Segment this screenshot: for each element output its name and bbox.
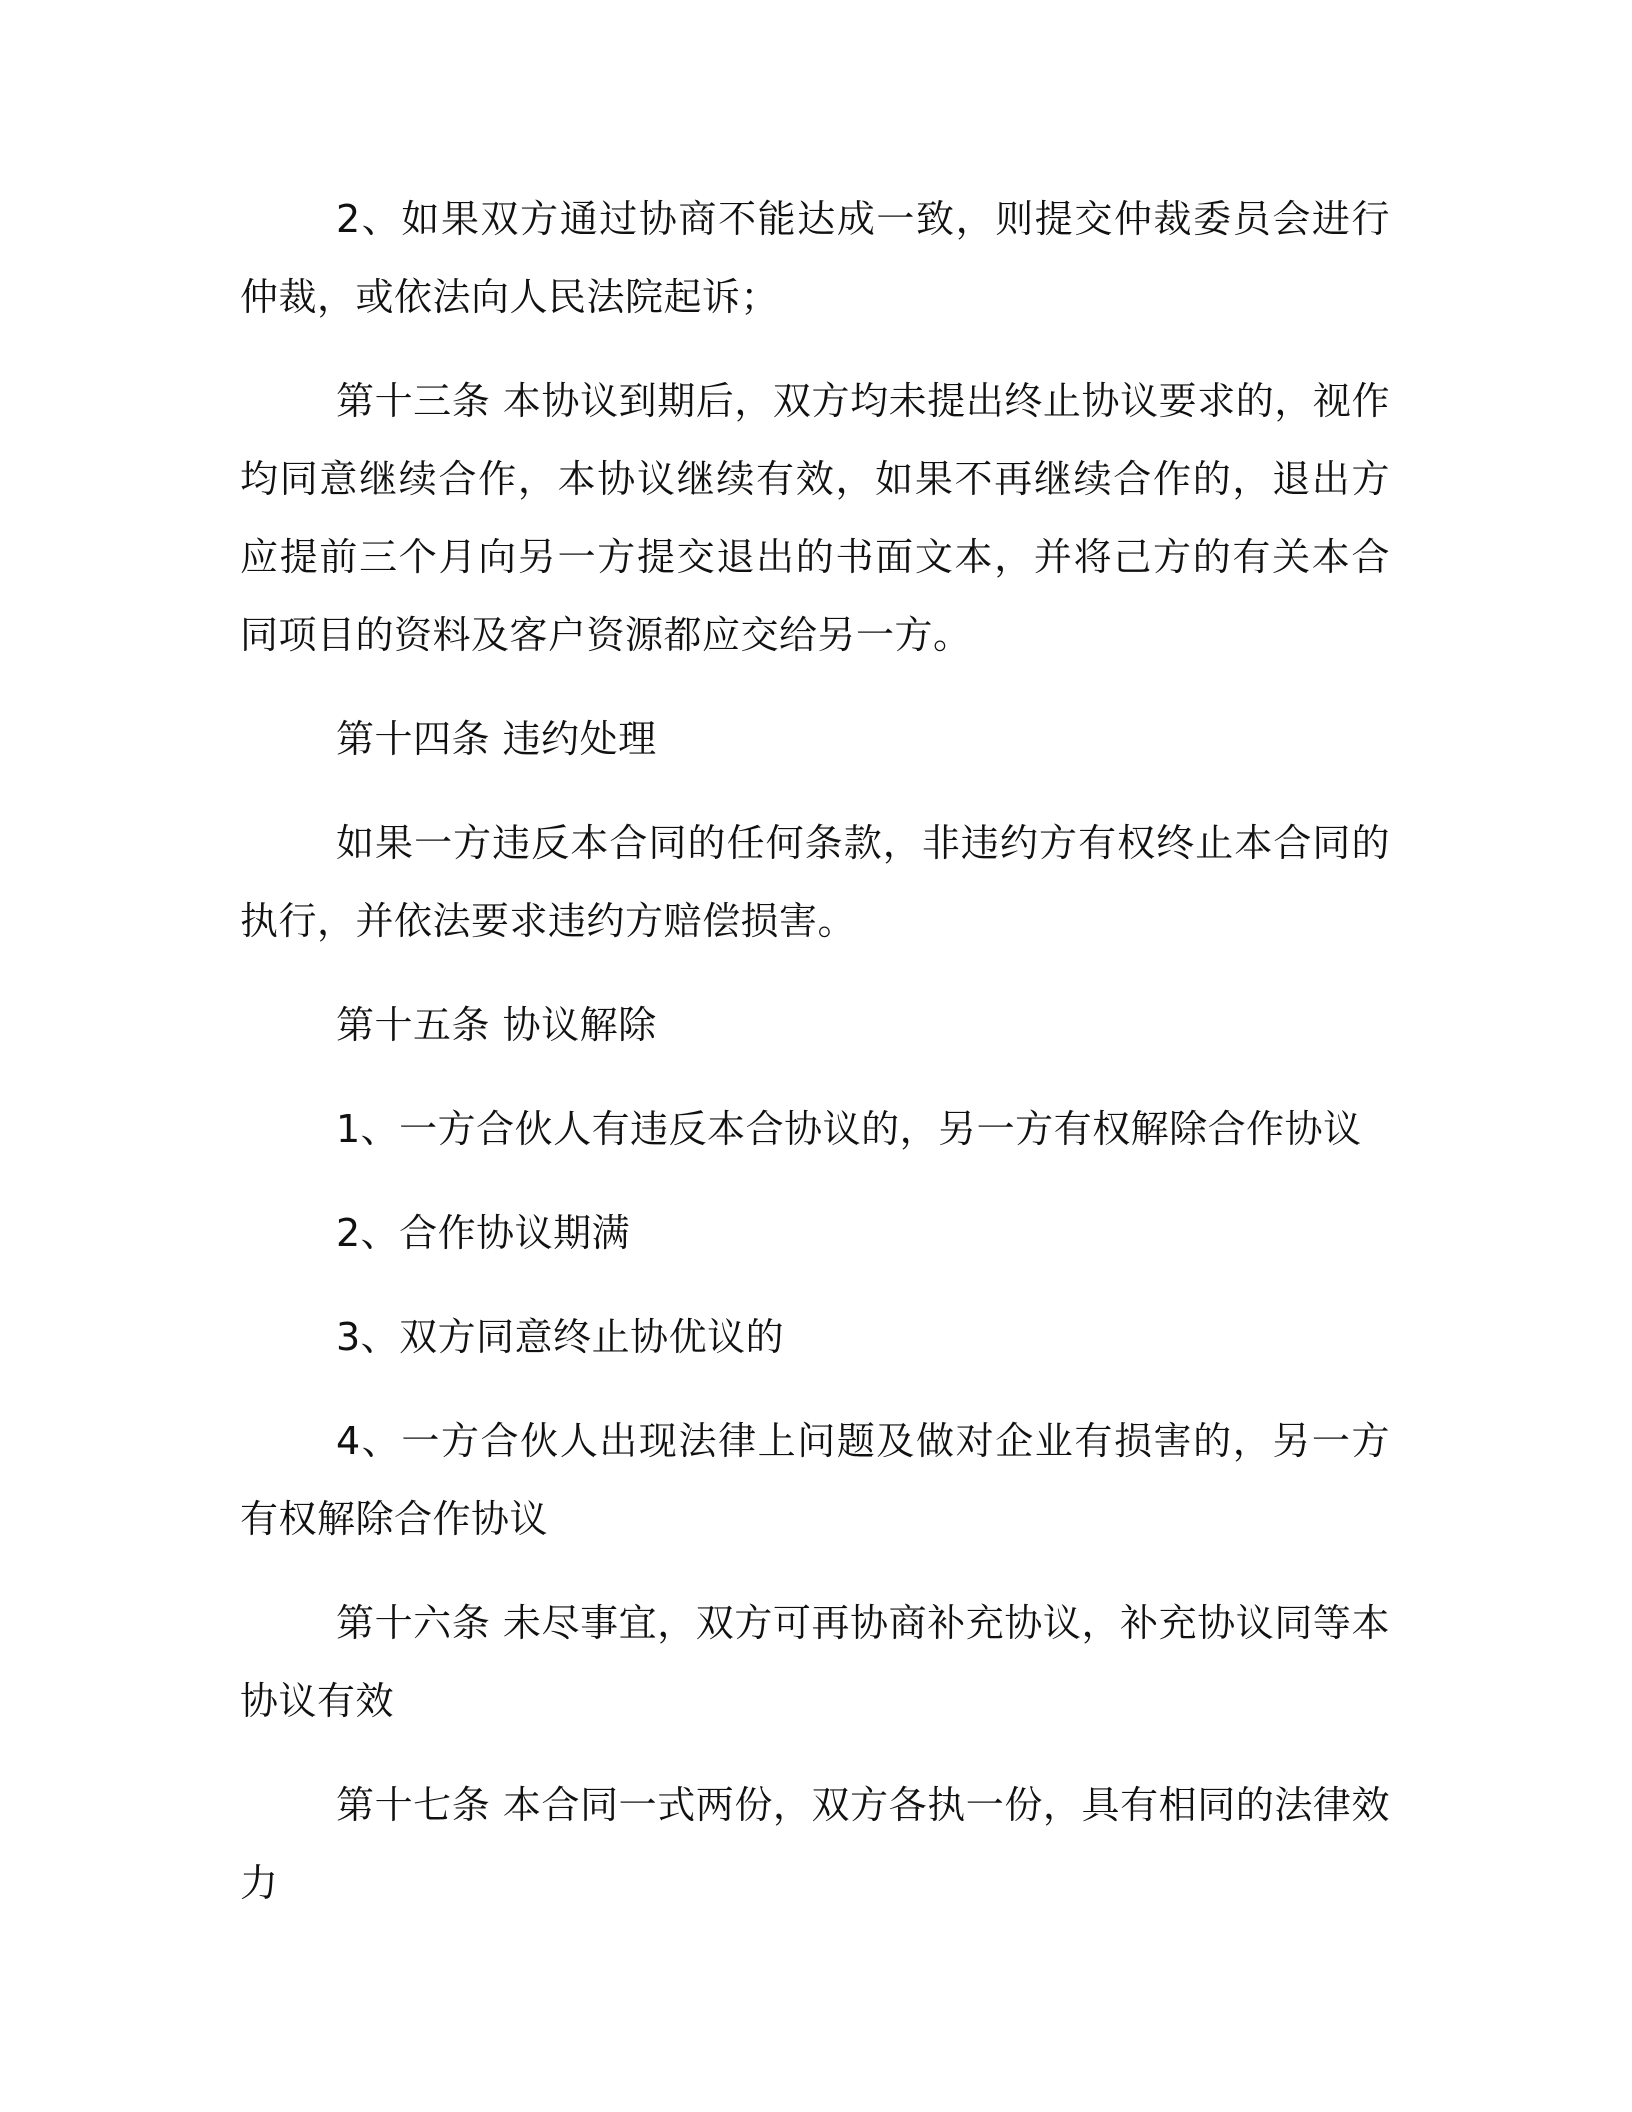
paragraph-termination-item-4: 4、一方合伙人出现法律上问题及做对企业有损害的，另一方有权解除合作协议	[240, 1419, 1390, 1541]
paragraph-termination-item-3: 3、双方同意终止协优议的	[336, 1315, 785, 1359]
paragraph-article-16: 第十六条 未尽事宜，双方可再协商补充协议，补充协议同等本协议有效	[240, 1601, 1390, 1723]
paragraph-termination-item-1: 1、一方合伙人有违反本合协议的，另一方有权解除合作协议	[336, 1107, 1362, 1151]
paragraph-article-17: 第十七条 本合同一式两份，双方各执一份，具有相同的法律效力	[240, 1783, 1390, 1905]
paragraph-article-13: 第十三条 本协议到期后，双方均未提出终止协议要求的，视作均同意继续合作，本协议继续有效，如果不再继续合作的，退出方应提前三个月向另一方提交退出的书面文本，并将己方的有关本合同项目的资料及客户资源都应交给另一方。	[240, 379, 1390, 657]
document-body	[240, 180, 1390, 1948]
paragraph-article-14-heading: 第十四条 违约处理	[336, 717, 657, 761]
paragraph-breach-handling: 如果一方违反本合同的任何条款，非违约方有权终止本合同的执行，并依法要求违约方赔偿损害。	[240, 821, 1390, 943]
paragraph-dispute-arbitration: 2、如果双方通过协商不能达成一致，则提交仲裁委员会进行仲裁，或依法向人民法院起诉；	[240, 197, 1390, 319]
paragraph-article-15-heading: 第十五条 协议解除	[336, 1003, 657, 1047]
paragraph-termination-item-2: 2、合作协议期满	[336, 1211, 631, 1255]
